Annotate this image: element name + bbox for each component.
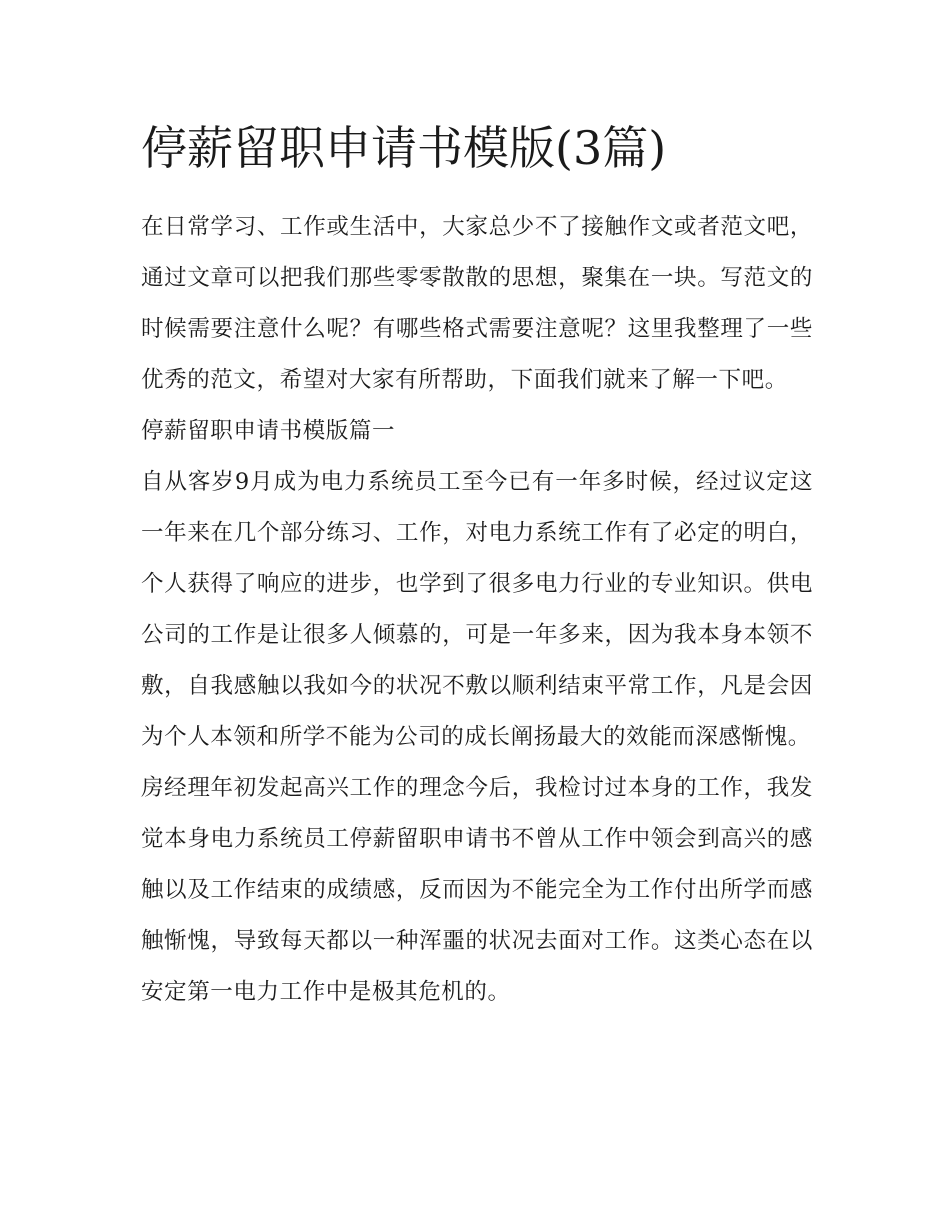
section-heading: 停薪留职申请书模版篇一 <box>141 418 396 444</box>
intro-paragraph: 在日常学习、工作或生活中，大家总少不了接触作文或者范文吧，通过文章可以把我们那些零零散散的思想，聚集在一块。写范文的时候需要注意什么呢？有哪些格式需要注意呢？这里我整理了一些优秀的范文，希望对大家有所帮助，下面我们就来了解一下吧。 <box>141 214 813 393</box>
document-page <box>141 108 813 1018</box>
document-title: 停薪留职申请书模版(3篇) <box>141 121 667 175</box>
body-paragraph: 房经理年初发起高兴工作的理念今后，我检讨过本身的工作，我发觉本身电力系统员工停薪留职申请书不曾从工作中领会到高兴的感触以及工作结束的成绩感，反而因为不能完全为工作付出所学而感触惭愧，导致每天都以一种浑噩的状况去面对工作。这类心态在以安定第一电力工作中是极其危机的。 <box>141 775 813 1005</box>
body-paragraph: 自从客岁9月成为电力系统员工至今已有一年多时候，经过议定这一年来在几个部分练习、工作，对电力系统工作有了必定的明白，个人获得了响应的进步，也学到了很多电力行业的专业知识。供电公司的工作是让很多人倾慕的，可是一年多来，因为我本身本领不敷，自我感触以我如今的状况不敷以顺利结束平常工作，凡是会因为个人本领和所学不能为公司的成长阐扬最大的效能而深感惭愧。 <box>141 469 813 750</box>
